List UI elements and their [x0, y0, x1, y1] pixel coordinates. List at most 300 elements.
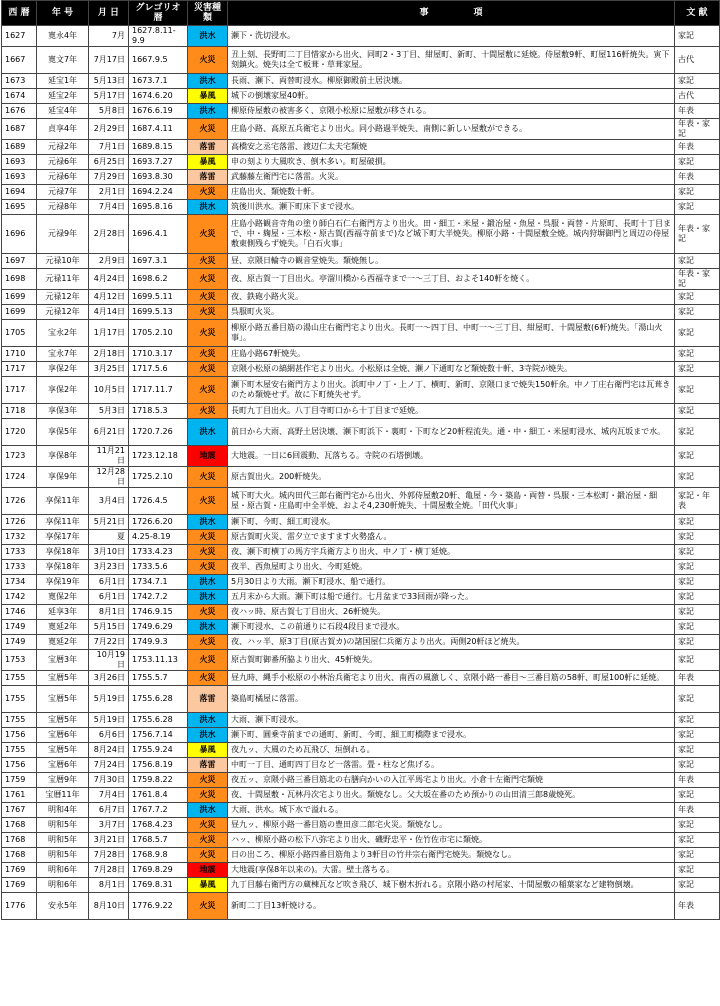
- event-cell: 大地震(享保8年以来の)。大雷。壁土落ちる。: [228, 863, 675, 878]
- gregorian-cell: 1746.9.15: [129, 605, 188, 620]
- disaster-type-cell: 火災: [188, 290, 228, 305]
- table-row: [2, 671, 720, 686]
- era-cell: 享保9年: [37, 467, 89, 488]
- era-cell: 享保18年: [37, 545, 89, 560]
- literature-cell: 家記: [675, 560, 720, 575]
- gregorian-cell: 1733.4.23: [129, 545, 188, 560]
- table-row: [2, 170, 720, 185]
- table-row: [2, 620, 720, 635]
- table-row: [2, 305, 720, 320]
- literature-cell: 年表: [675, 140, 720, 155]
- year-cell: 1698: [2, 269, 37, 290]
- literature-cell: 家記: [675, 605, 720, 620]
- era-cell: 延宝4年: [37, 104, 89, 119]
- event-cell: 新町二丁目13軒焼ける。: [228, 893, 675, 920]
- gregorian-cell: 1753.11.13: [129, 650, 188, 671]
- era-cell: 宝暦9年: [37, 773, 89, 788]
- disaster-type-cell: 暴風: [188, 155, 228, 170]
- era-cell: 宝暦5年: [37, 713, 89, 728]
- year-cell: 1734: [2, 575, 37, 590]
- disaster-type-cell: 火災: [188, 773, 228, 788]
- disaster-type-cell: 火災: [188, 467, 228, 488]
- event-cell: 中町一丁目、通町四丁目など一落雷。畳・柱など焦げる。: [228, 758, 675, 773]
- disaster-type-cell: 洪水: [188, 26, 228, 47]
- table-row: [2, 104, 720, 119]
- event-cell: 庄島出火、類焼数十軒。: [228, 185, 675, 200]
- year-cell: 1695: [2, 200, 37, 215]
- year-cell: 1776: [2, 893, 37, 920]
- event-cell: 五月末から大雨。瀬下町は船で通行。七月盆まで33回雨が降った。: [228, 590, 675, 605]
- header-era: 年 号: [37, 1, 89, 26]
- literature-cell: 家記: [675, 758, 720, 773]
- era-cell: 宝暦5年: [37, 671, 89, 686]
- era-cell: 寛延2年: [37, 635, 89, 650]
- gregorian-cell: 1689.8.15: [129, 140, 188, 155]
- event-cell: 城下町大火。城内田代三郎右衛門宅から出火、外郭侍屋敷20軒、亀屋・今・築島・両替・呉服・三本松町・鍛冶屋・細屋・原古賀・庄島町中全半焼、およそ4,230軒焼失、十間屋敷全焼。「田代火事」: [228, 488, 675, 515]
- literature-cell: 家記: [675, 650, 720, 671]
- event-cell: 筑後川洪水。瀬下町床下まで浸水。: [228, 200, 675, 215]
- table-row: [2, 713, 720, 728]
- disaster-type-cell: 暴風: [188, 878, 228, 893]
- month-day-cell: 6月1日: [89, 575, 129, 590]
- era-cell: 享保17年: [37, 530, 89, 545]
- month-day-cell: 12月28日: [89, 467, 129, 488]
- year-cell: 1733: [2, 560, 37, 575]
- event-cell: 瀬下町木屋安右衛門方より出火。浜町中ノ丁・上ノ丁、横町、新町、京隈口まで焼失150軒余。中ノ丁庄右衛門宅は瓦葺きのため類焼せず。故に下町焼失せず。: [228, 377, 675, 404]
- year-cell: 1699: [2, 305, 37, 320]
- table-row: [2, 377, 720, 404]
- year-cell: 1717: [2, 362, 37, 377]
- literature-cell: 年表: [675, 803, 720, 818]
- month-day-cell: 3月25日: [89, 362, 129, 377]
- literature-cell: 家記: [675, 26, 720, 47]
- literature-cell: 年表・家記: [675, 119, 720, 140]
- month-day-cell: 10月19日: [89, 650, 129, 671]
- event-cell: 築島町橘屋に落雷。: [228, 686, 675, 713]
- month-day-cell: 5月21日: [89, 515, 129, 530]
- table-row: [2, 758, 720, 773]
- month-day-cell: 4月24日: [89, 269, 129, 290]
- event-cell: 庄島小路観音寺角の塗り師白石仁右衛門方より出火。田・細工・米屋・鍛冶屋・魚屋・呉服・両替・片原町、長町十丁目まで、中・麹屋・三本松・原古賀(西福寺前まで)など城下町大半焼失。柳原小路・十間屋敷全焼。城内狩塀御門と周辺の侍屋敷東側残らず焼失。「白石火事」: [228, 215, 675, 254]
- year-cell: 1693: [2, 170, 37, 185]
- table-row: [2, 215, 720, 254]
- year-cell: 1724: [2, 467, 37, 488]
- gregorian-cell: 1734.7.1: [129, 575, 188, 590]
- literature-cell: 家記: [675, 686, 720, 713]
- year-cell: 1699: [2, 290, 37, 305]
- literature-cell: 年表: [675, 170, 720, 185]
- month-day-cell: 2月1日: [89, 185, 129, 200]
- era-cell: 元禄11年: [37, 269, 89, 290]
- gregorian-cell: 1749.9.3: [129, 635, 188, 650]
- year-cell: 1726: [2, 488, 37, 515]
- literature-cell: 家記: [675, 74, 720, 89]
- event-cell: 庄島小路67軒焼失。: [228, 347, 675, 362]
- event-cell: 高橋安之丞宅落雷、渡辺仁太夫宅類焼: [228, 140, 675, 155]
- table-row: [2, 404, 720, 419]
- year-cell: 1697: [2, 254, 37, 269]
- gregorian-cell: 1667.9.5: [129, 47, 188, 74]
- event-cell: 九丁目藤右衛門方の蔵棟瓦など吹き飛び、城下樹木折れる。京隈小路の村尾家、十間屋敷の稲葉家など建物倒壊。: [228, 878, 675, 893]
- event-cell: 昼、京隈日輪寺の観音堂焼失。類焼無し。: [228, 254, 675, 269]
- era-cell: 元禄6年: [37, 155, 89, 170]
- gregorian-cell: 1723.12.18: [129, 446, 188, 467]
- table-row: [2, 575, 720, 590]
- disaster-type-cell: 火災: [188, 788, 228, 803]
- era-cell: 明和6年: [37, 863, 89, 878]
- era-cell: 明和6年: [37, 878, 89, 893]
- year-cell: 1673: [2, 74, 37, 89]
- table-header-row: [2, 1, 720, 26]
- table-row: [2, 47, 720, 74]
- table-row: [2, 155, 720, 170]
- gregorian-cell: 1768.9.8: [129, 848, 188, 863]
- table-row: [2, 515, 720, 530]
- literature-cell: 家記: [675, 347, 720, 362]
- event-cell: 原古賀町火災、雷夕立でますます火勢盛ん。: [228, 530, 675, 545]
- literature-cell: 家記: [675, 200, 720, 215]
- disaster-type-cell: 火災: [188, 269, 228, 290]
- month-day-cell: 7月: [89, 26, 129, 47]
- era-cell: 明和4年: [37, 803, 89, 818]
- era-cell: 享保11年: [37, 515, 89, 530]
- event-cell: 大地震。一日に6回震動、瓦落ちる。寺院の石塔倒壊。: [228, 446, 675, 467]
- literature-cell: 年表: [675, 773, 720, 788]
- disaster-type-cell: 火災: [188, 848, 228, 863]
- header-year: 西 暦: [2, 1, 37, 26]
- month-day-cell: 7月1日: [89, 140, 129, 155]
- gregorian-cell: 1693.7.27: [129, 155, 188, 170]
- disaster-type-cell: 火災: [188, 320, 228, 347]
- literature-cell: 家記: [675, 833, 720, 848]
- header-month-day: 月 日: [89, 1, 129, 26]
- year-cell: 1723: [2, 446, 37, 467]
- table-row: [2, 254, 720, 269]
- literature-cell: 家記: [675, 590, 720, 605]
- literature-cell: 年表・家記: [675, 269, 720, 290]
- disaster-type-cell: 火災: [188, 377, 228, 404]
- event-cell: 京隈小松原の縞網甚作宅より出火。小松原は全焼、瀬ノ下通町など類焼数十軒、3寺院が焼失。: [228, 362, 675, 377]
- table-row: [2, 185, 720, 200]
- table-row: [2, 878, 720, 893]
- disaster-type-cell: 洪水: [188, 200, 228, 215]
- literature-cell: 家記: [675, 446, 720, 467]
- table-row: [2, 743, 720, 758]
- table-row: [2, 650, 720, 671]
- gregorian-cell: 1742.7.2: [129, 590, 188, 605]
- disaster-type-cell: 落雷: [188, 170, 228, 185]
- month-day-cell: 6月1日: [89, 590, 129, 605]
- month-day-cell: 7月30日: [89, 773, 129, 788]
- literature-cell: 年表: [675, 104, 720, 119]
- gregorian-cell: 4.25-8.19: [129, 530, 188, 545]
- literature-cell: 家記: [675, 362, 720, 377]
- month-day-cell: 7月4日: [89, 788, 129, 803]
- table-row: [2, 320, 720, 347]
- era-cell: 寛延2年: [37, 620, 89, 635]
- table-row: [2, 635, 720, 650]
- disaster-type-cell: 暴風: [188, 743, 228, 758]
- month-day-cell: 2月9日: [89, 254, 129, 269]
- disaster-type-cell: 火災: [188, 818, 228, 833]
- literature-cell: 家記: [675, 377, 720, 404]
- table-row: [2, 788, 720, 803]
- event-cell: 夜、ハッ半、原3丁目(原古賀カ)の諸国屋仁兵衛方より出火。両側20軒ほど焼失。: [228, 635, 675, 650]
- header-gregorian: グレゴリオ暦: [129, 1, 188, 26]
- era-cell: 寛文7年: [37, 47, 89, 74]
- month-day-cell: 3月4日: [89, 488, 129, 515]
- month-day-cell: 4月12日: [89, 290, 129, 305]
- year-cell: 1717: [2, 377, 37, 404]
- table-row: [2, 362, 720, 377]
- era-cell: 享保8年: [37, 446, 89, 467]
- month-day-cell: 7月24日: [89, 758, 129, 773]
- year-cell: 1755: [2, 671, 37, 686]
- year-cell: 1732: [2, 530, 37, 545]
- month-day-cell: 7月17日: [89, 47, 129, 74]
- era-cell: 安永5年: [37, 893, 89, 920]
- era-cell: 宝永2年: [37, 320, 89, 347]
- disaster-type-cell: 洪水: [188, 713, 228, 728]
- table-row: [2, 686, 720, 713]
- month-day-cell: 1月17日: [89, 320, 129, 347]
- era-cell: 延享3年: [37, 605, 89, 620]
- month-day-cell: 5月8日: [89, 104, 129, 119]
- month-day-cell: 3月26日: [89, 671, 129, 686]
- literature-cell: 家記: [675, 404, 720, 419]
- disaster-type-cell: 火災: [188, 119, 228, 140]
- gregorian-cell: 1699.5.13: [129, 305, 188, 320]
- gregorian-cell: 1674.6.20: [129, 89, 188, 104]
- gregorian-cell: 1676.6.19: [129, 104, 188, 119]
- gregorian-cell: 1755.5.7: [129, 671, 188, 686]
- year-cell: 1674: [2, 89, 37, 104]
- gregorian-cell: 1697.3.1: [129, 254, 188, 269]
- month-day-cell: 6月25日: [89, 155, 129, 170]
- gregorian-cell: 1699.5.11: [129, 290, 188, 305]
- disaster-type-cell: 火災: [188, 185, 228, 200]
- gregorian-cell: 1693.8.30: [129, 170, 188, 185]
- disaster-type-cell: 火災: [188, 305, 228, 320]
- event-cell: 夜、原古賀一丁目出火。亭溜川橋から西福寺まで一～三丁目、およそ140軒を焼く。: [228, 269, 675, 290]
- month-day-cell: 6月7日: [89, 803, 129, 818]
- year-cell: 1726: [2, 515, 37, 530]
- month-day-cell: 2月18日: [89, 347, 129, 362]
- table-row: [2, 488, 720, 515]
- gregorian-cell: 1694.2.24: [129, 185, 188, 200]
- disaster-type-cell: 地震: [188, 446, 228, 467]
- table-row: [2, 269, 720, 290]
- gregorian-cell: 1720.7.26: [129, 419, 188, 446]
- year-cell: 1667: [2, 47, 37, 74]
- disaster-type-cell: 火災: [188, 635, 228, 650]
- disaster-type-cell: 洪水: [188, 590, 228, 605]
- table-row: [2, 560, 720, 575]
- year-cell: 1733: [2, 545, 37, 560]
- disaster-type-cell: 火災: [188, 833, 228, 848]
- gregorian-cell: 1627.8.11-9.9: [129, 26, 188, 47]
- year-cell: 1705: [2, 320, 37, 347]
- gregorian-cell: 1717.11.7: [129, 377, 188, 404]
- literature-cell: 家記: [675, 155, 720, 170]
- gregorian-cell: 1673.7.1: [129, 74, 188, 89]
- table-row: [2, 848, 720, 863]
- year-cell: 1710: [2, 347, 37, 362]
- month-day-cell: 5月19日: [89, 686, 129, 713]
- disaster-type-cell: 落雷: [188, 686, 228, 713]
- disaster-type-cell: 落雷: [188, 758, 228, 773]
- disaster-type-cell: 火災: [188, 560, 228, 575]
- year-cell: 1767: [2, 803, 37, 818]
- year-cell: 1718: [2, 404, 37, 419]
- literature-cell: 古代: [675, 47, 720, 74]
- table-row: [2, 119, 720, 140]
- month-day-cell: 3月23日: [89, 560, 129, 575]
- table-row: [2, 818, 720, 833]
- gregorian-cell: 1776.9.22: [129, 893, 188, 920]
- table-row: [2, 89, 720, 104]
- event-cell: 長雨、瀬下、両替町浸水。柳原御殿前土居決壊。: [228, 74, 675, 89]
- literature-cell: 家記: [675, 743, 720, 758]
- literature-cell: 家記: [675, 545, 720, 560]
- literature-cell: 家記: [675, 530, 720, 545]
- table-row: [2, 833, 720, 848]
- event-cell: 日の出ころ、柳原小路四番目筋角より3軒目の竹井宗右衛門宅焼失。類焼なし。: [228, 848, 675, 863]
- disaster-type-cell: 地震: [188, 863, 228, 878]
- month-day-cell: 11月21日: [89, 446, 129, 467]
- event-cell: 申の刻より大風吹き、倒木多い。町屋破損。: [228, 155, 675, 170]
- month-day-cell: 3月10日: [89, 545, 129, 560]
- year-cell: 1756: [2, 758, 37, 773]
- era-cell: 延宝1年: [37, 74, 89, 89]
- month-day-cell: 7月28日: [89, 848, 129, 863]
- year-cell: 1769: [2, 878, 37, 893]
- year-cell: 1676: [2, 104, 37, 119]
- disaster-type-cell: 暴風: [188, 89, 228, 104]
- event-cell: 武藤藤左衛門宅に落雷。火災。: [228, 170, 675, 185]
- gregorian-cell: 1768.4.23: [129, 818, 188, 833]
- event-cell: 夜九ッ、大風のため瓦飛び、垣倒れる。: [228, 743, 675, 758]
- event-cell: 呉服町火災。: [228, 305, 675, 320]
- era-cell: 元禄12年: [37, 290, 89, 305]
- gregorian-cell: 1769.8.29: [129, 863, 188, 878]
- disaster-type-cell: 洪水: [188, 74, 228, 89]
- literature-cell: 家記: [675, 305, 720, 320]
- disaster-type-cell: 洪水: [188, 419, 228, 446]
- table-row: [2, 446, 720, 467]
- literature-cell: 家記: [675, 290, 720, 305]
- event-cell: 夜五ッ、京隈小路三番目筋北の右膳向かいの入江平馬宅より出火。小倉十左衛門宅類焼: [228, 773, 675, 788]
- event-cell: 夜、鉄砲小路火災。: [228, 290, 675, 305]
- gregorian-cell: 1769.8.31: [129, 878, 188, 893]
- literature-cell: 家記: [675, 848, 720, 863]
- event-cell: 瀬下町、今町、細工町浸水。: [228, 515, 675, 530]
- gregorian-cell: 1761.8.4: [129, 788, 188, 803]
- era-cell: 明和5年: [37, 848, 89, 863]
- header-literature: 文 献: [675, 1, 720, 26]
- era-cell: 明和5年: [37, 818, 89, 833]
- disaster-type-cell: 火災: [188, 488, 228, 515]
- month-day-cell: 夏: [89, 530, 129, 545]
- month-day-cell: 6月21日: [89, 419, 129, 446]
- year-cell: 1759: [2, 773, 37, 788]
- year-cell: 1742: [2, 590, 37, 605]
- event-cell: 夜半、西魚屋町より出火、今町延焼。: [228, 560, 675, 575]
- year-cell: 1746: [2, 605, 37, 620]
- gregorian-cell: 1718.5.3: [129, 404, 188, 419]
- event-cell: 夜、瀬下町横丁の馬方宇兵衛方より出火、中ノ丁・横丁延焼。: [228, 545, 675, 560]
- disaster-table: [1, 0, 720, 920]
- month-day-cell: 7月4日: [89, 200, 129, 215]
- era-cell: 宝暦6年: [37, 758, 89, 773]
- event-cell: 城下の倒壊家屋40軒。: [228, 89, 675, 104]
- literature-cell: 家記: [675, 728, 720, 743]
- disaster-type-cell: 洪水: [188, 803, 228, 818]
- table-row: [2, 530, 720, 545]
- month-day-cell: 8月24日: [89, 743, 129, 758]
- event-cell: 大雨、洪水。城下水で溢れる。: [228, 803, 675, 818]
- gregorian-cell: 1710.3.17: [129, 347, 188, 362]
- era-cell: 宝暦5年: [37, 743, 89, 758]
- table-row: [2, 347, 720, 362]
- month-day-cell: 7月22日: [89, 635, 129, 650]
- month-day-cell: 2月28日: [89, 215, 129, 254]
- era-cell: 享保18年: [37, 560, 89, 575]
- table-row: [2, 290, 720, 305]
- gregorian-cell: 1749.6.29: [129, 620, 188, 635]
- month-day-cell: 6月6日: [89, 728, 129, 743]
- gregorian-cell: 1755.6.28: [129, 686, 188, 713]
- era-cell: 寛保2年: [37, 590, 89, 605]
- table-row: [2, 74, 720, 89]
- era-cell: 享保5年: [37, 419, 89, 446]
- year-cell: 1756: [2, 728, 37, 743]
- disaster-type-cell: 火災: [188, 545, 228, 560]
- literature-cell: 家記: [675, 515, 720, 530]
- table-row: [2, 863, 720, 878]
- gregorian-cell: 1759.8.22: [129, 773, 188, 788]
- gregorian-cell: 1725.2.10: [129, 467, 188, 488]
- disaster-type-cell: 火災: [188, 530, 228, 545]
- month-day-cell: 2月29日: [89, 119, 129, 140]
- gregorian-cell: 1696.4.1: [129, 215, 188, 254]
- month-day-cell: 5月3日: [89, 404, 129, 419]
- era-cell: 元禄9年: [37, 215, 89, 254]
- year-cell: 1689: [2, 140, 37, 155]
- era-cell: 享保11年: [37, 488, 89, 515]
- table-row: [2, 200, 720, 215]
- literature-cell: 古代: [675, 89, 720, 104]
- year-cell: 1627: [2, 26, 37, 47]
- gregorian-cell: 1755.6.28: [129, 713, 188, 728]
- event-cell: 丑上刻、長野町二丁目惜家から出火、同町2・3丁目、紺屋町、新町、十間屋敷に延焼。侍屋敷9軒、町屋116軒焼失。寅下刻鎮火。焼失は全て板葺・草葺家屋。: [228, 47, 675, 74]
- literature-cell: 家記: [675, 788, 720, 803]
- disaster-type-cell: 洪水: [188, 575, 228, 590]
- disaster-type-cell: 火災: [188, 605, 228, 620]
- era-cell: 寛永4年: [37, 26, 89, 47]
- literature-cell: 家記: [675, 620, 720, 635]
- event-cell: 柳原侍屋敷の被害多く、京隈小松原に屋敷が移される。: [228, 104, 675, 119]
- literature-cell: 家記: [675, 713, 720, 728]
- gregorian-cell: 1767.7.2: [129, 803, 188, 818]
- table-row: [2, 728, 720, 743]
- literature-cell: 家記: [675, 185, 720, 200]
- disaster-type-cell: 火災: [188, 893, 228, 920]
- table-row: [2, 467, 720, 488]
- month-day-cell: 8月1日: [89, 878, 129, 893]
- disaster-type-cell: 洪水: [188, 515, 228, 530]
- era-cell: 明和5年: [37, 833, 89, 848]
